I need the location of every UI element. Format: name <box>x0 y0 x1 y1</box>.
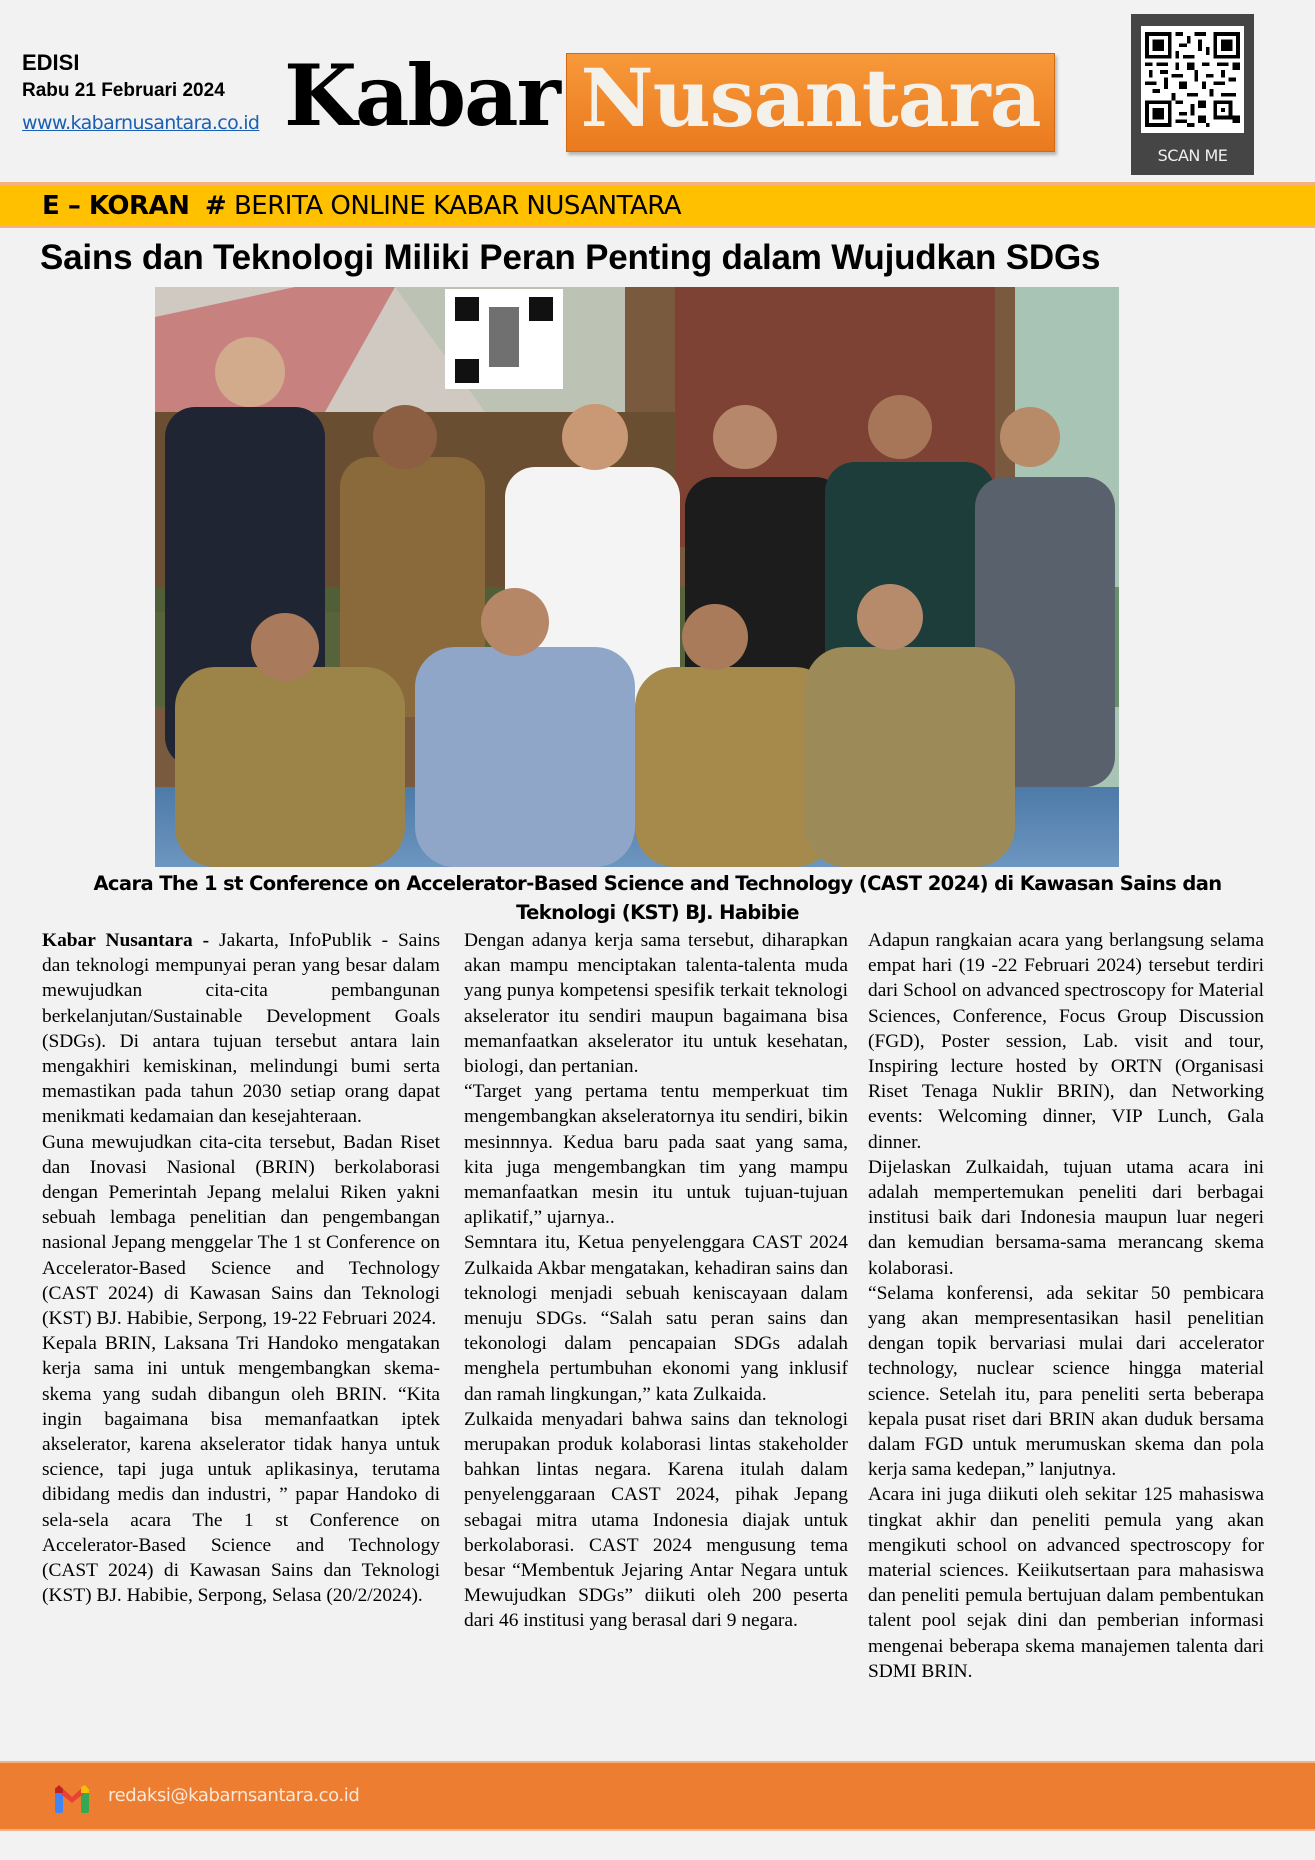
banner-text <box>42 191 681 221</box>
website-link[interactable]: www.kabarnusantara.co.id <box>22 112 260 134</box>
article-paragraph: Semntara itu, Ketua penyelenggara CAST 2024 Zulkaida Akbar mengatakan, kehadiran sains dan teknologi menjadi sebuah keniscayaan dalam menuju SDGs. “Salah satu peran sains dan tekonologi dalam pencapaian SDGs adalah menghela pertumbuhan ekonomi yang inklusif dan ramah lingkungan,” kata Zulkaida. <box>464 1232 848 1405</box>
logo-nusantara: Nusantara <box>580 51 1041 145</box>
photo-caption: Acara The 1 st Conference on Accelerator-Based Science and Technology (CAST 2024) di Kawasan Sains dan Teknologi (KST) BJ. Habibie <box>93 872 1222 924</box>
article-paragraph: Dengan adanya kerja sama tersebut, diharapkan akan mampu menciptakan talenta-talenta muda yang punya kompetensi spesifik terkait teknologi akselerator itu sendiri maupun bagaimana bisa memanfaatkan akselerator itu untuk kesehatan, biologi, dan pertanian. <box>464 930 848 1078</box>
edition-info <box>22 50 259 134</box>
qr-card[interactable] <box>1131 14 1254 175</box>
article-column-1 <box>42 928 440 1608</box>
group-photo-illustration <box>155 287 1119 867</box>
article-dateline: Kabar Nusantara - <box>42 930 210 951</box>
section-banner <box>0 182 1315 228</box>
gmail-icon <box>55 1783 89 1813</box>
article-paragraph: Zulkaida menyadari bahwa sains dan teknologi merupakan produk kolaborasi lintas stakeholder bahkan lintas negara. Karena itulah dalam penyelenggaraan CAST 2024, pihak Jepang sebagai mitra utama Indonesia diajak untuk berkolaborasi. CAST 2024 mengusung tema besar “Membentuk Jejaring Antar Negara untuk Mewujudkan SDGs” diikuti oleh 200 peserta dari 46 institusi yang berasal dari 9 negara. <box>464 1408 848 1632</box>
banner-title: BERITA ONLINE KABAR NUSANTARA <box>233 191 682 221</box>
article-paragraph: Adapun rangkaian acara yang berlangsung selama empat hari (19 -22 Februari 2024) tersebut terdiri dari School on advanced spectroscopy for Material Sciences, Conference, Focus Group Discussion (FGD), Poster session, Lab. visit and tour, Inspiring lecture hosted by ORTN (Organisasi Riset Tenaga Nuklir BRIN), dan Networking events: Welcoming dinner, VIP Lunch, Gala dinner. <box>868 930 1264 1153</box>
qr-code-icon <box>1141 26 1244 133</box>
article-photo <box>155 287 1119 867</box>
qr-label: SCAN ME <box>1157 146 1228 165</box>
banner-prefix: E – KORAN <box>42 191 190 221</box>
logo-nusantara-box <box>566 53 1055 152</box>
article-paragraph: Kabar Nusantara - Jakarta, InfoPublik - Sains dan teknologi mempunyai peran yang besar dalam mewujudkan cita-cita pembangunan berkelanjutan/Sustainable Development Goals (SDGs). Di antara tujuan tersebut antara lain mengakhiri kemiskinan, melindungi bumi serta memastikan pada tahun 2030 setiap orang dapat menikmati kedamaian dan kesejahteraan. <box>42 930 441 1128</box>
banner-hash: # <box>204 191 227 221</box>
article-paragraph: “Selama konferensi, ada sekitar 50 pembicara yang akan mempresentasikan hasil penelitian dengan topik bervariasi mulai dari accelerator technology, nuclear science hingga material science. Setelah itu, para peneliti serta beberapa kepala pusat riset dari BRIN akan duduk bersama dalam FGD untuk merumuskan skema dan pola kerja sama kedepan,” lanjutnya. <box>868 1282 1264 1481</box>
article-paragraph: Guna mewujudkan cita-cita tersebut, Badan Riset dan Inovasi Nasional (BRIN) berkolaborasi dengan Pemerintah Jepang melalui Riken yakni sebuah lembaga penelitian dan pengembangan nasional Jepang menggelar The 1 st Conference on Accelerator-Based Science and Technology (CAST 2024) di Kawasan Sains dan Teknologi (KST) BJ. Habibie, Serpong, 19-22 Februari 2024. <box>42 1131 440 1330</box>
article-paragraph: “Target yang pertama tentu memperkuat tim mengembangkan akseleratornya itu sendiri, bikin mesinnnya. Kedua baru pada saat yang sama, kita juga mengembangkan tim yang mampu memanfaatkan mesin itu untuk tujuan-tujuan aplikatif,” ujarnya.. <box>464 1081 848 1229</box>
article-column-2 <box>464 928 848 1634</box>
article-paragraph: Dijelaskan Zulkaidah, tujuan utama acara ini adalah mempertemukan peneliti dari berbagai institusi baik dari Indonesia maupun luar negeri dan kemudian bersama-sama merancang skema kolaborasi. <box>868 1156 1264 1279</box>
edition-date: Rabu 21 Februari 2024 <box>22 80 225 101</box>
article-headline: Sains dan Teknologi Miliki Peran Penting dalam Wujudkan SDGs <box>40 238 1101 277</box>
email-link[interactable]: redaksi@kabarnsantara.co.id <box>108 1785 360 1806</box>
article-paragraph: Acara ini juga diikuti oleh sekitar 125 mahasiswa tingkat akhir dan peneliti pemula yang akan mengikuti school on advanced spectroscopy for material sciences. Keiikutsertaan para mahasiswa dan peneliti pemula bertujuan dalam pembentukan talent pool sejak dini dan pemberian informasi mengenai beberapa skema manajemen talenta dari SDMI BRIN. <box>868 1484 1264 1682</box>
article-column-3 <box>868 928 1264 1684</box>
edition-label: EDISI <box>22 50 80 75</box>
article-paragraph: Kepala BRIN, Laksana Tri Handoko mengatakan kerja sama ini untuk mengembangkan skema-skema yang sudah dibangun oleh BRIN. “Kita ingin bagaimana bisa memanfaatkan iptek akselerator, karena akselerator tidak hanya untuk science, tapi juga untuk aplikasinya, terutama dibidang medis dan industri, ” papar Handoko di sela-sela acara The 1 st Conference on Accelerator-Based Science and Technology (CAST 2024) di Kawasan Sains dan Teknologi (KST) BJ. Habibie, Serpong, Selasa (20/2/2024). <box>42 1333 440 1607</box>
logo-kabar: Kabar <box>284 46 559 145</box>
footer <box>0 1761 1315 1831</box>
